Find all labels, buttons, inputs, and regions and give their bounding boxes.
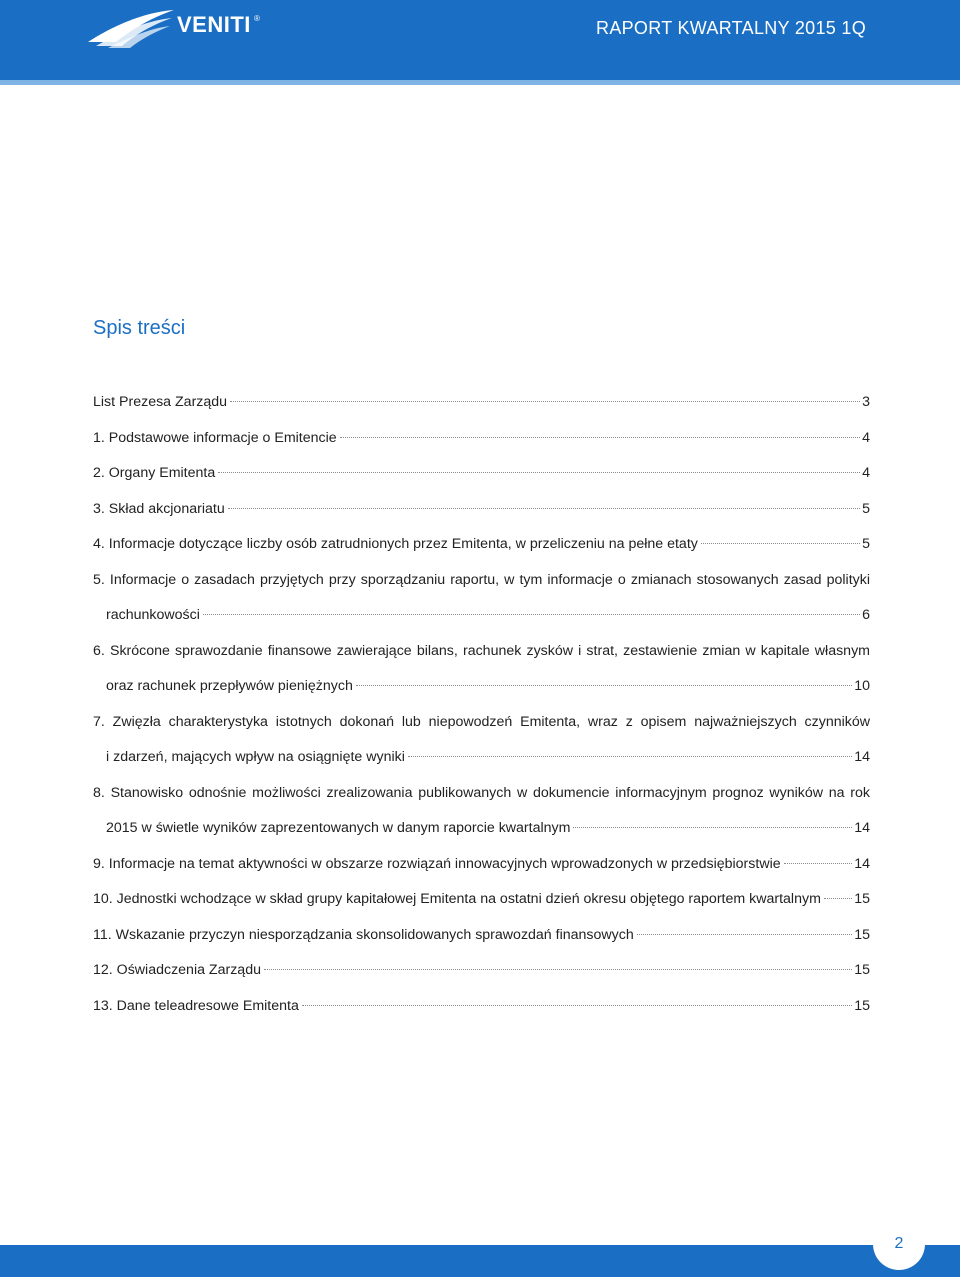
toc-entry-title: List Prezesa Zarządu: [93, 394, 228, 410]
toc-entry[interactable]: [93, 705, 870, 776]
dot-leader: [637, 934, 853, 935]
toc-entry-title: 9. Informacje na temat aktywności w obszarze rozwiązań innowacyjnych wprowadzonych w przedsiębiorstwie: [93, 855, 781, 872]
brand-name: VENITI: [177, 12, 251, 37]
toc-entry-continuation: i zdarzeń, mających wpływ na osiągnięte wyniki: [106, 749, 405, 765]
toc-entry[interactable]: [93, 421, 870, 457]
toc-entry-title: 3. Skład akcjonariatu: [93, 500, 225, 517]
dot-leader: [302, 1005, 852, 1006]
toc-page-number: 5: [862, 536, 870, 552]
dot-leader: [230, 401, 860, 402]
dot-leader: [408, 756, 852, 757]
toc-entry-title: 6. Skrócone sprawozdanie finansowe zawierające bilans, rachunek zysków i strat, zestawienie zmian w kapitale własnym: [93, 642, 870, 659]
toc-page-number: 14: [854, 749, 870, 765]
toc-page-number: 14: [854, 820, 870, 836]
toc-page-number: 15: [854, 926, 870, 943]
toc-entry[interactable]: [93, 953, 870, 989]
dot-leader: [340, 437, 860, 438]
toc-entry[interactable]: [93, 385, 870, 421]
dot-leader: [701, 543, 860, 544]
toc-entry-continuation: rachunkowości: [106, 607, 200, 623]
toc-entry[interactable]: [93, 634, 870, 705]
toc-entry[interactable]: [93, 563, 870, 634]
toc-entry-title: 4. Informacje dotyczące liczby osób zatrudnionych przez Emitenta, w przeliczeniu na pełne etaty: [93, 536, 698, 552]
toc-page-number: 6: [862, 607, 870, 623]
toc-entry-title: 11. Wskazanie przyczyn niesporządzania skonsolidowanych sprawozdań finansowych: [93, 926, 634, 943]
toc-entry-title: 1. Podstawowe informacje o Emitencie: [93, 429, 337, 446]
dot-leader: [203, 614, 860, 615]
toc-page-number: 10: [854, 678, 870, 694]
toc-entry-title: 12. Oświadczenia Zarządu: [93, 962, 261, 978]
toc-entry[interactable]: [93, 989, 870, 1025]
toc-entry-title: 5. Informacje o zasadach przyjętych przy sporządzaniu raportu, w tym informacje o zmianach stosowanych zasad polityki: [93, 571, 870, 588]
dot-leader: [573, 827, 852, 828]
toc-title: Spis treści: [93, 317, 186, 339]
dot-leader: [784, 863, 853, 864]
toc-entry-title: 10. Jednostki wchodzące w skład grupy kapitałowej Emitenta na ostatni dzień okresu objętego raportem kwartalnym: [93, 891, 821, 907]
toc-entry-continuation: 2015 w świetle wyników zaprezentowanych w danym raporcie kwartalnym: [106, 820, 571, 836]
report-title: RAPORT KWARTALNY 2015 1Q: [596, 18, 866, 38]
dot-leader: [356, 685, 852, 686]
toc-page-number: 15: [854, 962, 870, 978]
dot-leader: [228, 508, 860, 509]
toc-page-number: 4: [862, 465, 870, 481]
page-header: [0, 0, 960, 85]
toc-entry-title: 13. Dane teleadresowe Emitenta: [93, 997, 299, 1014]
toc-entry[interactable]: [93, 882, 870, 918]
toc-page-number: 5: [862, 500, 870, 517]
dot-leader: [218, 472, 860, 473]
toc-page-number: 15: [854, 997, 870, 1014]
toc-entry[interactable]: [93, 776, 870, 847]
toc-entry[interactable]: [93, 527, 870, 563]
toc-entry-continuation: oraz rachunek przepływów pieniężnych: [106, 678, 353, 694]
toc-entry[interactable]: [93, 456, 870, 492]
toc-entry[interactable]: [93, 918, 870, 954]
table-of-contents: [93, 385, 870, 1024]
toc-page-number: 14: [854, 855, 870, 872]
toc-entry[interactable]: [93, 492, 870, 528]
header-stripe: [0, 80, 960, 85]
toc-page-number: 15: [854, 891, 870, 907]
toc-page-number: 3: [862, 394, 870, 410]
page-number: 2: [873, 1218, 925, 1270]
toc-entry-title: 2. Organy Emitenta: [93, 465, 216, 481]
toc-entry-title: 7. Zwięzła charakterystyka istotnych dokonań lub niepowodzeń Emitenta, wraz z opisem najważniejszych czynników: [93, 713, 870, 730]
dot-leader: [264, 969, 852, 970]
registered-mark: ®: [254, 14, 260, 23]
dot-leader: [824, 898, 852, 899]
toc-page-number: 4: [862, 429, 870, 446]
toc-entry-title: 8. Stanowisko odnośnie możliwości zrealizowania publikowanych w dokumencie informacyjnym prognoz wyników na rok: [93, 784, 870, 801]
page-footer: [0, 1245, 960, 1277]
toc-entry[interactable]: [93, 847, 870, 883]
